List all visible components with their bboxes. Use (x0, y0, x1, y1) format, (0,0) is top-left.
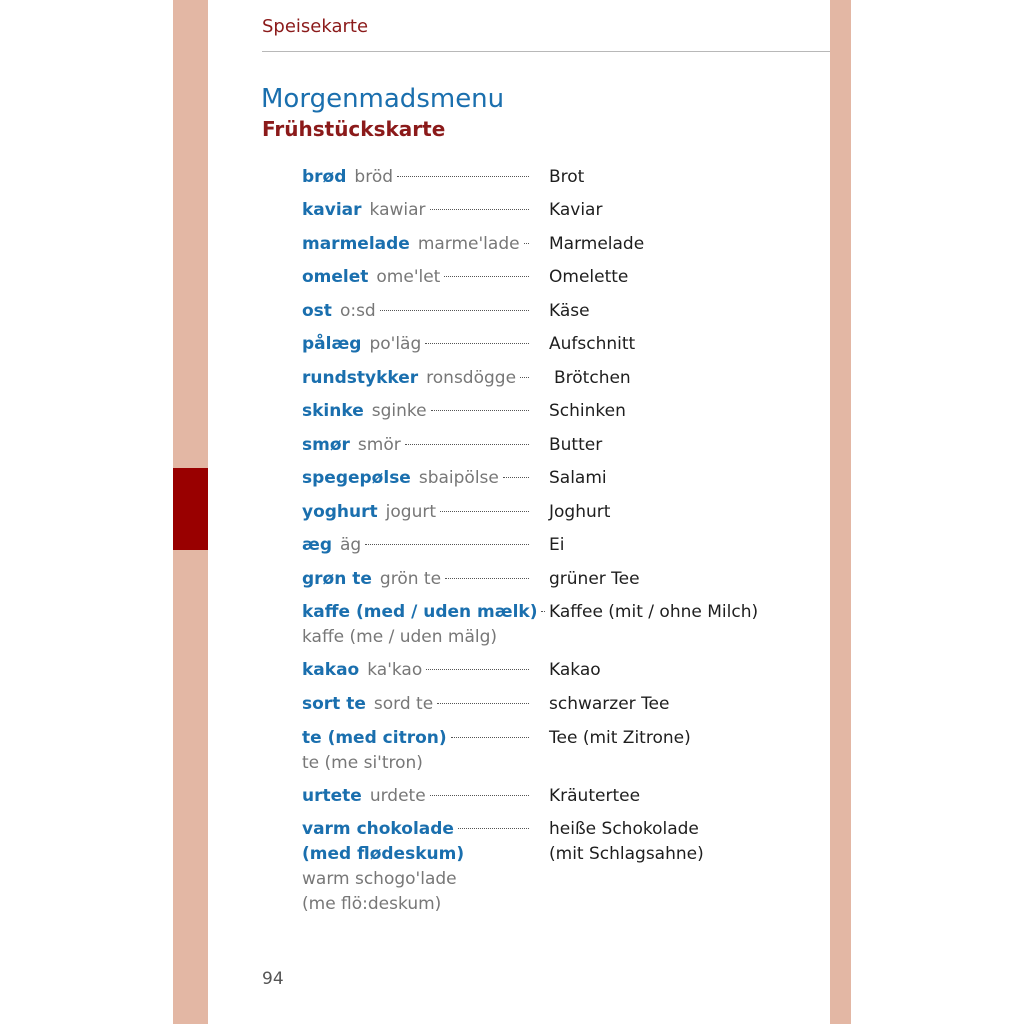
vocab-entry (302, 399, 626, 424)
danish-term: omelet (302, 267, 369, 287)
pronunciation: ome'let (376, 267, 441, 287)
dot-leader (524, 243, 529, 244)
pronunciation: sginke (371, 401, 427, 421)
dot-leader (405, 444, 529, 445)
danish-term: æg (302, 535, 332, 555)
danish-term: marmelade (302, 234, 410, 254)
german-translation: Brötchen (554, 368, 631, 388)
german-translation: Marmelade (549, 234, 645, 254)
pronunciation: ronsdögge (426, 368, 517, 388)
german-translation: Brot (549, 167, 585, 187)
dot-leader (365, 544, 529, 545)
vocab-entry (302, 692, 670, 717)
danish-term: yoghurt (302, 502, 378, 522)
pronunciation-continued: (me flö:deskum) (302, 894, 442, 914)
header-rule (262, 51, 830, 52)
danish-term: smør (302, 435, 350, 455)
dot-leader (444, 276, 529, 277)
vocab-entry (302, 433, 603, 458)
pronunciation: sbaipölse (418, 468, 499, 488)
vocab-entry (302, 232, 645, 257)
german-translation: Salami (549, 468, 607, 488)
dot-leader (440, 511, 529, 512)
dot-leader (503, 477, 529, 478)
danish-term: skinke (302, 401, 364, 421)
german-translation: Kakao (549, 660, 601, 680)
vocab-entry (302, 332, 636, 357)
vocab-entry (302, 600, 759, 650)
dot-leader (445, 578, 529, 579)
vocab-entry (302, 817, 704, 917)
danish-term: pålæg (302, 334, 362, 354)
vocab-entry (302, 658, 601, 683)
pronunciation: sord te (373, 694, 434, 714)
running-head: Speisekarte (262, 16, 369, 37)
vocab-entry (302, 784, 641, 809)
pronunciation: urdete (369, 786, 426, 806)
danish-term: grøn te (302, 569, 372, 589)
danish-term: rundstykker (302, 368, 419, 388)
danish-term: ost (302, 301, 332, 321)
dot-leader (426, 669, 529, 670)
vocab-entry (302, 265, 629, 290)
page-title-german: Frühstückskarte (262, 117, 446, 141)
german-translation: Ei (549, 535, 565, 555)
pronunciation: marme'lade (417, 234, 520, 254)
german-translation: Kaffee (mit / ohne Milch) (549, 602, 759, 622)
chapter-marker (173, 468, 208, 550)
page-title-danish: Morgenmadsmenu (261, 84, 505, 114)
pronunciation: po'läg (369, 334, 422, 354)
danish-term: te (med citron) (302, 728, 447, 748)
dot-leader (397, 176, 529, 177)
pronunciation: bröd (354, 167, 394, 187)
danish-term-continued: (med flødeskum) (302, 844, 465, 864)
vocab-entry (302, 533, 565, 558)
danish-term: kaffe (med / uden mælk) (302, 602, 538, 622)
danish-term: kakao (302, 660, 360, 680)
danish-term: urtete (302, 786, 362, 806)
dot-leader (430, 209, 529, 210)
pronunciation: warm schogo'lade (302, 869, 457, 889)
german-translation: Joghurt (549, 502, 611, 522)
dot-leader (430, 795, 529, 796)
german-translation: Butter (549, 435, 603, 455)
vocab-entry (302, 198, 603, 223)
german-translation: heiße Schokolade (549, 819, 699, 839)
pronunciation: o:sd (339, 301, 376, 321)
german-translation: Omelette (549, 267, 629, 287)
danish-term: brød (302, 167, 347, 187)
pronunciation: kawiar (369, 200, 426, 220)
dot-leader (458, 828, 529, 829)
pronunciation: jogurt (385, 502, 437, 522)
danish-term: varm chokolade (302, 819, 454, 839)
dot-leader (451, 737, 529, 738)
german-translation: Kaviar (549, 200, 603, 220)
right-margin-band (830, 0, 851, 1024)
pronunciation: kaffe (me / uden mälg) (302, 627, 498, 647)
danish-term: kaviar (302, 200, 362, 220)
german-translation: Schinken (549, 401, 626, 421)
vocab-entry (302, 726, 691, 776)
vocab-entry (302, 500, 611, 525)
dot-leader (541, 611, 545, 612)
vocab-entry (302, 165, 585, 190)
dot-leader (380, 310, 529, 311)
dot-leader (520, 377, 529, 378)
vocab-entry (302, 567, 640, 592)
dot-leader (431, 410, 529, 411)
dot-leader (425, 343, 529, 344)
vocab-entry (302, 466, 607, 491)
vocab-entry (302, 299, 590, 324)
german-translation: Kräutertee (549, 786, 641, 806)
pronunciation: smör (357, 435, 401, 455)
pronunciation: ka'kao (367, 660, 423, 680)
german-translation: Aufschnitt (549, 334, 636, 354)
danish-term: sort te (302, 694, 366, 714)
dot-leader (437, 703, 529, 704)
german-translation-continued: (mit Schlagsahne) (549, 844, 704, 864)
page-number: 94 (262, 969, 284, 989)
danish-term: spegepølse (302, 468, 411, 488)
pronunciation: äg (339, 535, 362, 555)
german-translation: Käse (549, 301, 590, 321)
german-translation: Tee (mit Zitrone) (549, 728, 691, 748)
german-translation: grüner Tee (549, 569, 640, 589)
german-translation: schwarzer Tee (549, 694, 670, 714)
pronunciation: grön te (379, 569, 442, 589)
vocab-entry (302, 366, 631, 391)
pronunciation: te (me si'tron) (302, 753, 423, 773)
